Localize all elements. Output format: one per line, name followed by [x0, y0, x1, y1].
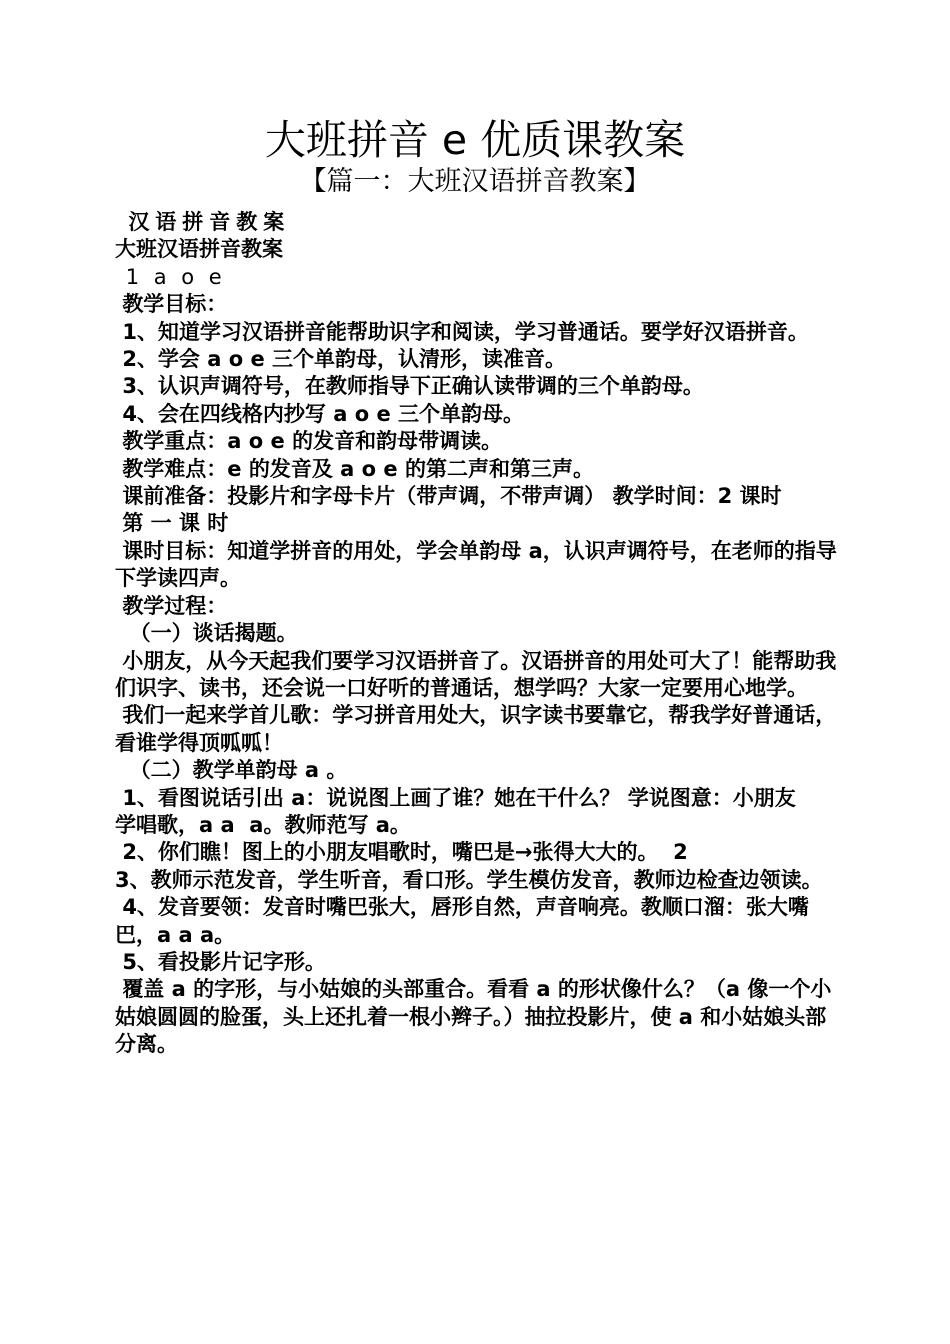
body-line: （一）谈话揭题。: [115, 621, 298, 646]
body-line: 教学过程：: [115, 593, 228, 618]
body-line: 5、看投影片记字形。: [115, 949, 326, 974]
body-line: 3、教师示范发音，学生听音，看口形。学生模仿发音，教师边检查边领读。: [115, 867, 823, 892]
body-line: 教学目标：: [115, 292, 228, 317]
body-line: 1、知道学习汉语拼音能帮助识字和阅读，学习普通话。要学好汉语拼音。: [115, 319, 809, 344]
body-line: 1、看图说话引出 a：说说图上画了谁？她在干什么？ 学说图意：小朋友: [115, 785, 796, 810]
body-line: 4、会在四线格内抄写 a o e 三个单韵母。: [115, 401, 525, 426]
body-line: 课时目标：知道学拼音的用处，学会单韵母 a，认识声调符号，在老师的指导下学读四声。: [115, 538, 837, 591]
body-line: 大班汉语拼音教案: [115, 237, 283, 262]
body-line: （二）教学单韵母 a 。: [115, 758, 348, 783]
body-line: 我们一起来学首儿歌：学习拼音用处大，识字读书要靠它，帮我学好普通话，看谁学得顶呱呱！: [115, 703, 837, 755]
body-line: 覆盖 a 的字形，与小姑娘的头部重合。看看 a 的形状像什么？（a 像一个小姑娘圆圆的脸蛋，头上还扎着一根小辫子。）抽拉投影片，使 a 和小姑娘头部分离。: [115, 977, 832, 1057]
body-line: 小朋友，从今天起我们要学习汉语拼音了。汉语拼音的用处可大了！能帮助我们识字、读书，还会说一口好听的普通话，想学吗？大家一定要用心地学。: [115, 648, 837, 700]
document-body: [115, 209, 840, 1059]
body-line: 2、学会 a o e 三个单韵母，认清形，读准音。: [115, 347, 567, 372]
body-line: 教学重点：a o e 的发音和韵母带调读。: [115, 429, 503, 454]
lesson-heading: 第 一 课 时: [115, 511, 229, 536]
body-line: 2、你们瞧！图上的小朋友唱歌时，嘴巴是→张得大大的。 2: [115, 840, 688, 865]
body-line: 4、发音要领：发音时嘴巴张大，唇形自然，声音响亮。教顺口溜：张大嘴巴，a a a。: [115, 895, 809, 947]
body-line: 课前准备：投影片和字母卡片（带声调，不带声调） 教学时间：2 课时: [115, 484, 782, 509]
body-line: 教学难点：e 的发音及 a o e 的第二声和第三声。: [115, 456, 594, 481]
section-heading: 汉语拼音教案: [115, 210, 291, 234]
document-subtitle: 【篇一：大班汉语拼音教案】: [299, 166, 651, 197]
document-title: 大班拼音 e 优质课教案: [264, 116, 686, 164]
body-line: 1 a o e: [115, 264, 226, 289]
body-line: 学唱歌，a a a。教师范写 a。: [115, 812, 411, 837]
body-line: 3、认识声调符号，在教师指导下正确认读带调的三个单韵母。: [115, 374, 704, 399]
